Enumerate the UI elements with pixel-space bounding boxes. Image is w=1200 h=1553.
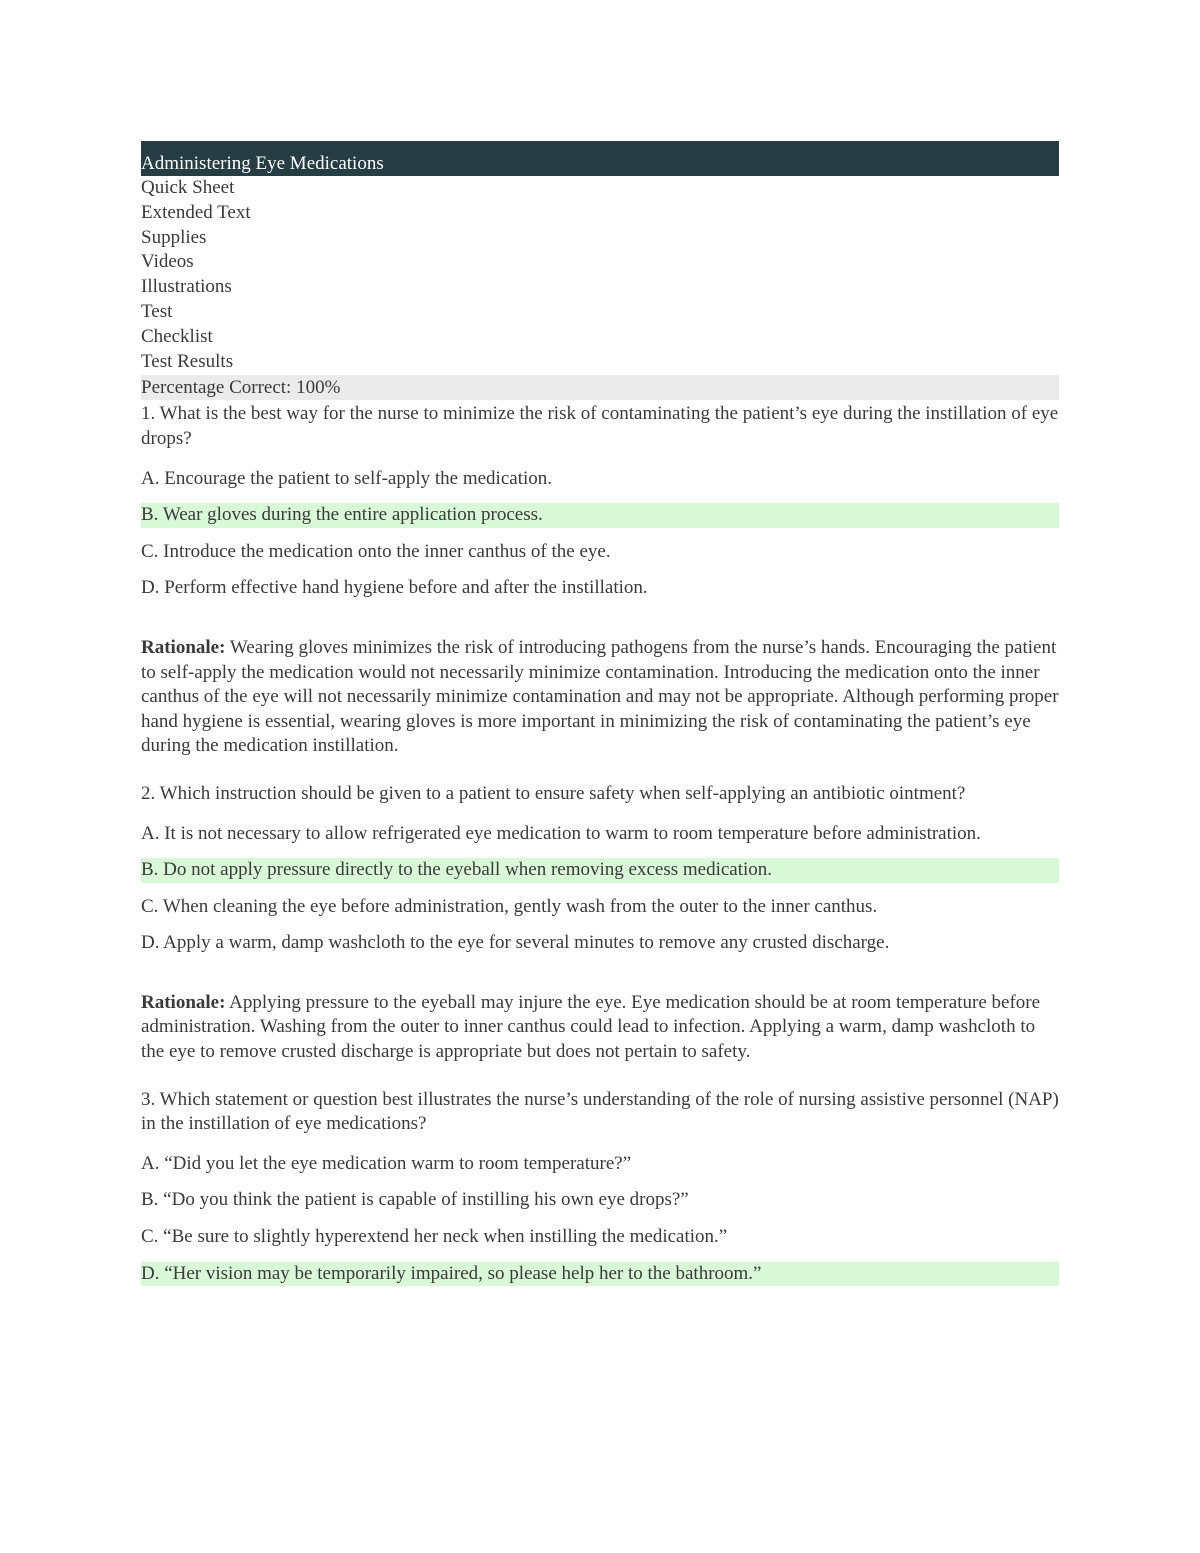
answer-option: A. “Did you let the eye medication warm to room temperature?” [141, 1152, 632, 1174]
nav-item-illustrations[interactable]: Illustrations [141, 276, 232, 298]
nav-item-extended-text[interactable]: Extended Text [141, 201, 251, 223]
nav-item-supplies[interactable]: Supplies [141, 226, 207, 248]
nav-item-quick-sheet[interactable]: Quick Sheet [141, 177, 235, 198]
question-1 [141, 402, 1059, 759]
answer-option: D. Apply a warm, damp washcloth to the eye for several minutes to remove any crusted discharge. [141, 932, 890, 954]
answer-options [141, 467, 1059, 601]
answer-option: A. It is not necessary to allow refrigerated eye medication to warm to room temperature before administration. [141, 822, 981, 844]
answer-option-correct: D. “Her vision may be temporarily impaired, so please help her to the bathroom.” [141, 1262, 1059, 1287]
question-text: 1. What is the best way for the nurse to minimize the risk of contaminating the patient’s eye during the instillation of eye drops? [141, 403, 1059, 449]
answer-option: D. Perform effective hand hygiene before and after the instillation. [141, 577, 648, 599]
score-banner: Percentage Correct: 100% [141, 375, 1059, 400]
document-content [141, 141, 1059, 1286]
nav-item-videos[interactable]: Videos [141, 251, 194, 273]
nav-item-test-results[interactable]: Test Results [141, 350, 234, 372]
answer-option: C. When cleaning the eye before administration, gently wash from the outer to the inner canthus. [141, 895, 878, 917]
nav-item-test[interactable]: Test [141, 300, 173, 322]
answer-option: C. Introduce the medication onto the inner canthus of the eye. [141, 540, 611, 562]
rationale [141, 991, 1059, 1065]
rationale-text: Applying pressure to the eyeball may injure the eye. Eye medication should be at room temperature before administration. Washing from the outer to inner canthus could lead to infection. Applying a warm, damp washcloth to the eye to remove crusted discharge is appropriate but does not pertain to safety. [141, 991, 1041, 1063]
answer-option: C. “Be sure to slightly hyperextend her neck when instilling the medication.” [141, 1226, 728, 1248]
answer-option-correct: B. Wear gloves during the entire application process. [141, 503, 1059, 528]
answer-option: A. Encourage the patient to self-apply the medication. [141, 467, 552, 489]
rationale-label: Rationale: [141, 991, 226, 1013]
rationale-text: Wearing gloves minimizes the risk of introducing pathogens from the nurse’s hands. Encouraging the patient to self-apply the medication would not necessarily minimize contamination. Introducing the medication onto the inner canthus of the eye will not necessarily minimize contamination and may not be appropriate. Although performing proper hand hygiene is essential, wearing gloves is more important in minimizing the risk of contaminating the patient’s eye during the medication instillation. [141, 636, 1059, 757]
nav-list [141, 176, 1059, 374]
answer-options [141, 822, 1059, 956]
question-text: 3. Which statement or question best illustrates the nurse’s understanding of the role of nursing assistive personnel (NAP) in the instillation of eye medications? [141, 1088, 1059, 1135]
nav-item-checklist[interactable]: Checklist [141, 325, 213, 347]
answer-option: B. “Do you think the patient is capable of instilling his own eye drops?” [141, 1189, 689, 1211]
rationale [141, 636, 1059, 759]
question-3 [141, 1088, 1059, 1287]
question-text: 2. Which instruction should be given to a patient to ensure safety when self-applying an antibiotic ointment? [141, 782, 966, 804]
page-title: Administering Eye Medications [141, 141, 1059, 176]
rationale-label: Rationale: [141, 636, 226, 658]
answer-options [141, 1152, 1059, 1286]
question-2 [141, 782, 1059, 1065]
answer-option-correct: B. Do not apply pressure directly to the eyeball when removing excess medication. [141, 858, 1059, 883]
